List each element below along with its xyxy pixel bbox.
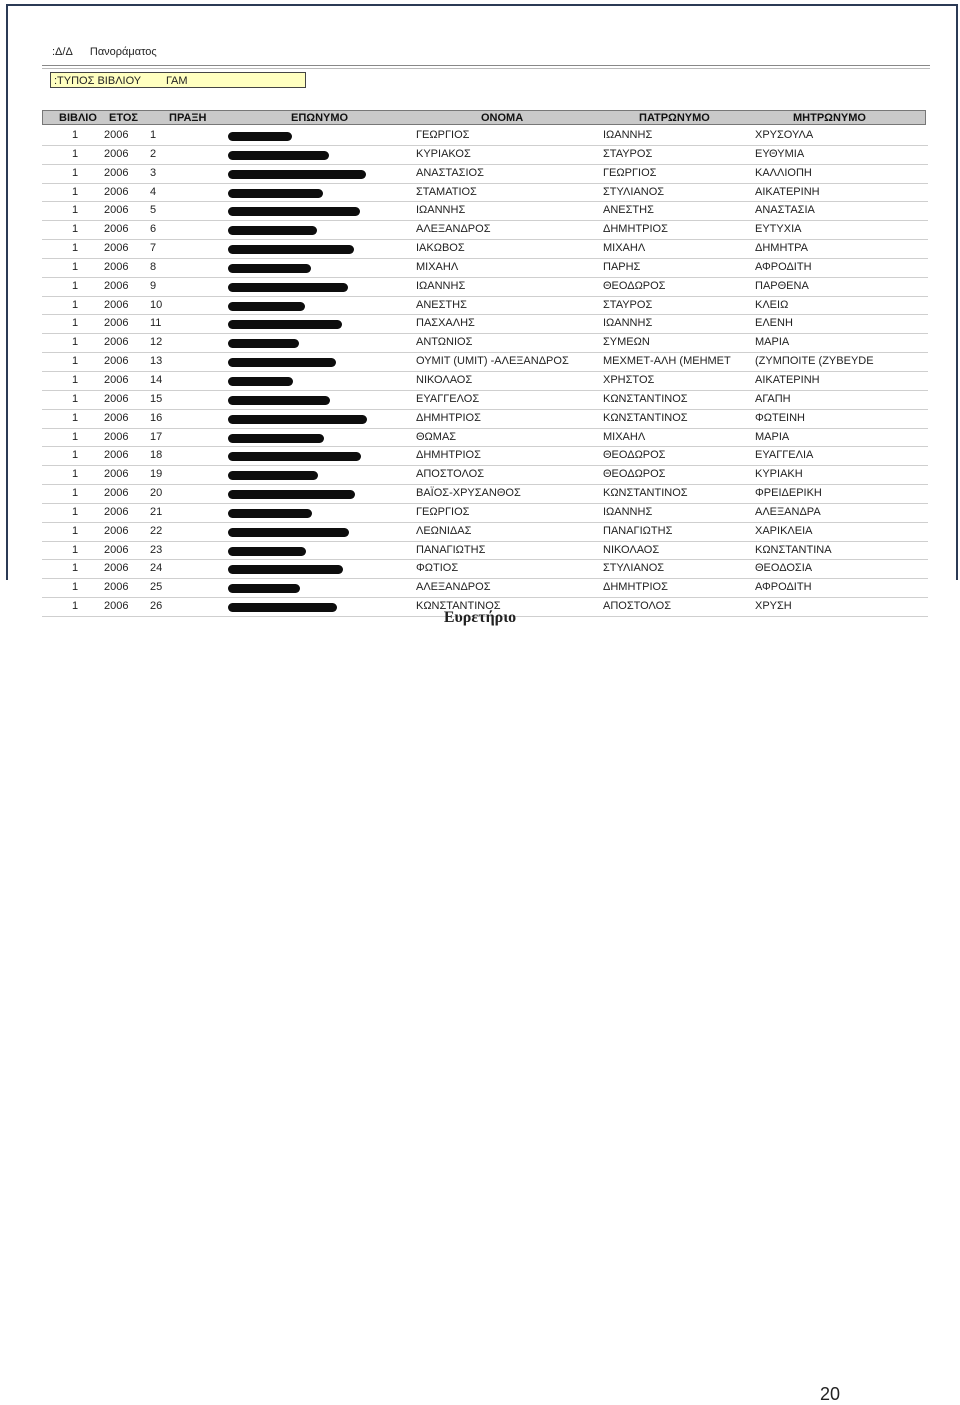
table-row	[42, 447, 928, 466]
page-number: 20	[819, 1384, 840, 1404]
cell-book: 1	[72, 430, 79, 443]
cell-father: ΚΩΝΣΤΑΝΤΙΝΟΣ	[603, 392, 688, 405]
column-header-book: ΒΙΒΛΙΟ	[59, 112, 97, 124]
cell-mother: ΑΝΑΣΤΑΣΙΑ	[755, 204, 815, 217]
cell-name: ΘΩΜΑΣ	[416, 430, 457, 443]
cell-name: ΓΕΩΡΓΙΟΣ	[416, 505, 470, 518]
cell-name: ΙΩΑΝΝΗΣ	[416, 204, 466, 217]
cell-mother: ΚΥΡΙΑΚΗ	[755, 468, 803, 481]
cell-name: ΙΑΚΩΒΟΣ	[416, 242, 465, 255]
cell-name: ΠΑΝΑΓΙΩΤΗΣ	[416, 543, 486, 556]
cell-act: 2	[150, 147, 157, 160]
header-divider	[42, 65, 930, 66]
cell-act: 4	[150, 185, 157, 198]
redacted-surname	[228, 547, 306, 556]
redacted-surname	[228, 132, 292, 141]
cell-father: ΙΩΑΝΝΗΣ	[603, 505, 653, 518]
cell-year: 2006	[104, 581, 129, 594]
cell-mother: ΚΛΕΙΩ	[755, 298, 789, 311]
cell-book: 1	[72, 600, 79, 613]
cell-year: 2006	[104, 505, 129, 518]
cell-act: 5	[150, 204, 157, 217]
cell-name: ΚΥΡΙΑΚΟΣ	[416, 147, 471, 160]
redacted-surname	[228, 226, 317, 235]
cell-mother: ΕΥΤΥΧΙΑ	[755, 223, 802, 236]
cell-mother: ΦΩΤΕΙΝΗ	[755, 411, 805, 424]
report-header	[52, 46, 157, 58]
cell-act: 7	[150, 242, 157, 255]
cell-book: 1	[72, 355, 79, 368]
redacted-surname	[228, 415, 367, 424]
cell-year: 2006	[104, 260, 129, 273]
redacted-surname	[228, 509, 312, 518]
report-screenshot	[6, 4, 958, 613]
cell-father: ΣΥΜΕΩΝ	[603, 336, 650, 349]
redacted-surname	[228, 471, 318, 480]
cell-book: 1	[72, 166, 79, 179]
cell-act: 20	[150, 487, 163, 500]
redacted-surname	[228, 452, 361, 461]
cell-name: ΠΑΣΧΑΛΗΣ	[416, 317, 475, 330]
cell-year: 2006	[104, 147, 129, 160]
redacted-surname	[228, 377, 293, 386]
cell-book: 1	[72, 279, 79, 292]
table-row	[42, 485, 928, 504]
cell-father: ΜΙΧΑΗΛ	[603, 242, 646, 255]
cell-year: 2006	[104, 204, 129, 217]
cell-mother: ΠΑΡΘΕΝΑ	[755, 279, 809, 292]
cell-name: ΝΙΚΟΛΑΟΣ	[416, 373, 473, 386]
cell-mother: ΧΑΡΙΚΛΕΙΑ	[755, 524, 813, 537]
cell-father: ΙΩΑΝΝΗΣ	[603, 317, 653, 330]
cell-act: 13	[150, 355, 163, 368]
cell-name: ΑΠΟΣΤΟΛΟΣ	[416, 468, 484, 481]
cell-book: 1	[72, 298, 79, 311]
cell-father: ΘΕΟΔΩΡΟΣ	[603, 279, 666, 292]
cell-father: ΚΩΝΣΤΑΝΤΙΝΟΣ	[603, 487, 688, 500]
table-row	[42, 221, 928, 240]
cell-year: 2006	[104, 166, 129, 179]
cell-book: 1	[72, 449, 79, 462]
cell-act: 16	[150, 411, 163, 424]
cell-name: ΑΛΕΞΑΝΔΡΟΣ	[416, 223, 491, 236]
cell-name: ΑΝΤΩΝΙΟΣ	[416, 336, 473, 349]
cell-year: 2006	[104, 411, 129, 424]
cell-father: ΠΑΡΗΣ	[603, 260, 641, 273]
cell-book: 1	[72, 392, 79, 405]
cell-act: 26	[150, 600, 163, 613]
redacted-surname	[228, 358, 336, 367]
cell-act: 1	[150, 129, 157, 141]
table-row	[42, 523, 928, 542]
table-row	[42, 372, 928, 391]
book-type-label: :ΤΥΠΟΣ ΒΙΒΛΙΟΥ	[54, 75, 142, 87]
cell-name: ΒΑΪΟΣ-ΧΡΥΣΑΝΘΟΣ	[416, 487, 521, 500]
cell-father: ΘΕΟΔΩΡΟΣ	[603, 468, 666, 481]
cell-name: ΑΛΕΞΑΝΔΡΟΣ	[416, 581, 491, 594]
cell-year: 2006	[104, 468, 129, 481]
cell-name: ΔΗΜΗΤΡΙΟΣ	[416, 411, 481, 424]
cell-book: 1	[72, 411, 79, 424]
cell-year: 2006	[104, 430, 129, 443]
cell-father: ΘΕΟΔΩΡΟΣ	[603, 449, 666, 462]
cell-act: 21	[150, 505, 163, 518]
cell-father: ΠΑΝΑΓΙΩΤΗΣ	[603, 524, 673, 537]
cell-mother: ΑΙΚΑΤΕΡΙΝΗ	[755, 373, 820, 386]
cell-mother: ΑΙΚΑΤΕΡΙΝΗ	[755, 185, 820, 198]
cell-mother: (ΖΥΜΠΟΙΤΕ (ZYBEYDE	[755, 355, 874, 368]
book-type-filter	[50, 72, 306, 88]
redacted-surname	[228, 434, 324, 443]
cell-act: 18	[150, 449, 163, 462]
cell-father: ΣΤΥΛΙΑΝΟΣ	[603, 185, 665, 198]
cell-year: 2006	[104, 298, 129, 311]
table-row	[42, 315, 928, 334]
cell-book: 1	[72, 562, 79, 575]
cell-mother: ΧΡΥΣΗ	[755, 600, 792, 613]
cell-book: 1	[72, 505, 79, 518]
column-header-father: ΠΑΤΡΩΝΥΜΟ	[639, 112, 710, 124]
header-divider-secondary	[42, 68, 930, 69]
redacted-surname	[228, 189, 323, 198]
cell-name: ΙΩΑΝΝΗΣ	[416, 279, 466, 292]
cell-year: 2006	[104, 185, 129, 198]
cell-father: ΜΙΧΑΗΛ	[603, 430, 646, 443]
cell-name: ΟΥΜΙΤ (UMIT) -ΑΛΕΞΑΝΔΡΟΣ	[416, 355, 569, 368]
cell-act: 11	[150, 317, 162, 330]
table-row	[42, 184, 928, 203]
cell-father: ΧΡΗΣΤΟΣ	[603, 373, 655, 386]
table-header	[42, 110, 926, 125]
cell-year: 2006	[104, 355, 129, 368]
cell-father: ΜΕΧΜΕΤ-ΑΛΗ (ΜΕΗΜΕΤ	[603, 355, 731, 368]
redacted-surname	[228, 584, 300, 593]
cell-father: ΙΩΑΝΝΗΣ	[603, 129, 653, 141]
cell-father: ΝΙΚΟΛΑΟΣ	[603, 543, 660, 556]
cell-act: 6	[150, 223, 157, 236]
cell-act: 10	[150, 298, 163, 311]
table-row	[42, 127, 928, 146]
cell-mother: ΘΕΟΔΟΣΙΑ	[755, 562, 813, 575]
table-row	[42, 146, 928, 165]
cell-year: 2006	[104, 336, 129, 349]
redacted-surname	[228, 339, 299, 348]
cell-act: 15	[150, 392, 163, 405]
table-row	[42, 560, 928, 579]
cell-book: 1	[72, 242, 79, 255]
column-header-mother: ΜΗΤΡΩΝΥΜΟ	[793, 112, 866, 124]
redacted-surname	[228, 565, 343, 574]
cell-father: ΔΗΜΗΤΡΙΟΣ	[603, 581, 668, 594]
cell-father: ΣΤΑΥΡΟΣ	[603, 298, 653, 311]
cell-name: ΑΝΕΣΤΗΣ	[416, 298, 467, 311]
table-row	[42, 165, 928, 184]
cell-year: 2006	[104, 129, 129, 141]
redacted-surname	[228, 283, 348, 292]
redacted-surname	[228, 396, 330, 405]
table-row	[42, 259, 928, 278]
cell-year: 2006	[104, 392, 129, 405]
table-row	[42, 579, 928, 598]
cell-act: 22	[150, 524, 163, 537]
cell-book: 1	[72, 223, 79, 236]
redacted-surname	[228, 264, 311, 273]
cell-act: 9	[150, 279, 157, 292]
cell-year: 2006	[104, 223, 129, 236]
cell-father: ΓΕΩΡΓΙΟΣ	[603, 166, 657, 179]
cell-book: 1	[72, 185, 79, 198]
cell-father: ΣΤΥΛΙΑΝΟΣ	[603, 562, 665, 575]
table-row	[42, 334, 928, 353]
table-row	[42, 504, 928, 523]
cell-year: 2006	[104, 600, 129, 613]
cell-mother: ΕΥΘΥΜΙΑ	[755, 147, 805, 160]
redacted-surname	[228, 528, 349, 537]
redacted-surname	[228, 207, 360, 216]
cell-name: ΣΤΑΜΑΤΙΟΣ	[416, 185, 477, 198]
cell-name: ΓΕΩΡΓΙΟΣ	[416, 129, 470, 141]
cell-name: ΦΩΤΙΟΣ	[416, 562, 459, 575]
column-header-year: ΕΤΟΣ	[109, 112, 139, 124]
cell-mother: ΦΡΕΙΔΕΡΙΚΗ	[755, 487, 822, 500]
cell-act: 25	[150, 581, 163, 594]
table-row	[42, 429, 928, 448]
cell-mother: ΑΦΡΟΔΙΤΗ	[755, 581, 812, 594]
cell-year: 2006	[104, 562, 129, 575]
cell-year: 2006	[104, 449, 129, 462]
redacted-surname	[228, 320, 342, 329]
records-table	[42, 127, 928, 617]
book-type-value: ΓΑΜ	[166, 75, 188, 87]
cell-year: 2006	[104, 373, 129, 386]
cell-act: 19	[150, 468, 163, 481]
cell-mother: ΜΑΡΙΑ	[755, 430, 790, 443]
cell-act: 23	[150, 543, 163, 556]
redacted-surname	[228, 490, 355, 499]
redacted-surname	[228, 245, 354, 254]
cell-father: ΔΗΜΗΤΡΙΟΣ	[603, 223, 668, 236]
cell-mother: ΚΩΝΣΤΑΝΤΙΝΑ	[755, 543, 832, 556]
redacted-surname	[228, 302, 305, 311]
cell-book: 1	[72, 373, 79, 386]
cell-mother: ΔΗΜΗΤΡΑ	[755, 242, 808, 255]
table-row	[42, 353, 928, 372]
cell-year: 2006	[104, 487, 129, 500]
cell-act: 14	[150, 373, 163, 386]
column-header-name: ΟΝΟΜΑ	[481, 112, 524, 124]
cell-mother: ΚΑΛΛΙΟΠΗ	[755, 166, 812, 179]
cell-name: ΑΝΑΣΤΑΣΙΟΣ	[416, 166, 484, 179]
cell-year: 2006	[104, 317, 129, 330]
column-header-surname: ΕΠΩΝΥΜΟ	[291, 112, 349, 124]
cell-mother: ΜΑΡΙΑ	[755, 336, 790, 349]
cell-act: 12	[150, 336, 163, 349]
cell-book: 1	[72, 317, 79, 330]
cell-mother: ΑΦΡΟΔΙΤΗ	[755, 260, 812, 273]
table-row	[42, 410, 928, 429]
cell-father: ΑΝΕΣΤΗΣ	[603, 204, 654, 217]
table-row	[42, 542, 928, 561]
cell-mother: ΕΥΑΓΓΕΛΙΑ	[755, 449, 814, 462]
cell-book: 1	[72, 581, 79, 594]
redacted-surname	[228, 151, 329, 160]
cell-name: ΛΕΩΝΙΔΑΣ	[416, 524, 472, 537]
cell-act: 17	[150, 430, 163, 443]
cell-act: 24	[150, 562, 163, 575]
column-header-act: ΠΡΑΞΗ	[169, 112, 207, 124]
cell-act: 8	[150, 260, 157, 273]
cell-year: 2006	[104, 543, 129, 556]
table-row	[42, 240, 928, 259]
cell-mother: ΕΛΕΝΗ	[755, 317, 793, 330]
cell-book: 1	[72, 543, 79, 556]
cell-book: 1	[72, 336, 79, 349]
cell-act: 3	[150, 166, 157, 179]
table-row	[42, 297, 928, 316]
report-title: Πανοράματος	[89, 46, 157, 58]
cell-name: ΚΩΝΣΤΑΝΤΙΝΟΣ	[416, 600, 501, 613]
cell-mother: ΑΓΑΠΗ	[755, 392, 791, 405]
redacted-surname	[228, 170, 366, 179]
cell-mother: ΧΡΥΣΟΥΛΑ	[755, 129, 814, 141]
cell-book: 1	[72, 487, 79, 500]
cell-book: 1	[72, 147, 79, 160]
cell-book: 1	[72, 129, 79, 141]
table-row	[42, 278, 928, 297]
table-row	[42, 466, 928, 485]
cell-name: ΜΙΧΑΗΛ	[416, 260, 459, 273]
cell-book: 1	[72, 524, 79, 537]
cell-book: 1	[72, 468, 79, 481]
cell-father: ΑΠΟΣΤΟΛΟΣ	[603, 600, 671, 613]
table-row	[42, 202, 928, 221]
cell-book: 1	[72, 260, 79, 273]
report-location: :Δ/Δ	[52, 46, 73, 58]
cell-name: ΔΗΜΗΤΡΙΟΣ	[416, 449, 481, 462]
cell-year: 2006	[104, 279, 129, 292]
cell-name: ΕΥΑΓΓΕΛΟΣ	[416, 392, 480, 405]
cell-father: ΚΩΝΣΤΑΝΤΙΝΟΣ	[603, 411, 688, 424]
cell-year: 2006	[104, 524, 129, 537]
cell-mother: ΑΛΕΞΑΝΔΡΑ	[755, 505, 821, 518]
figure-caption: Ευρετήριο	[443, 609, 517, 626]
cell-book: 1	[72, 204, 79, 217]
cell-year: 2006	[104, 242, 129, 255]
table-row	[42, 391, 928, 410]
cell-father: ΣΤΑΥΡΟΣ	[603, 147, 653, 160]
